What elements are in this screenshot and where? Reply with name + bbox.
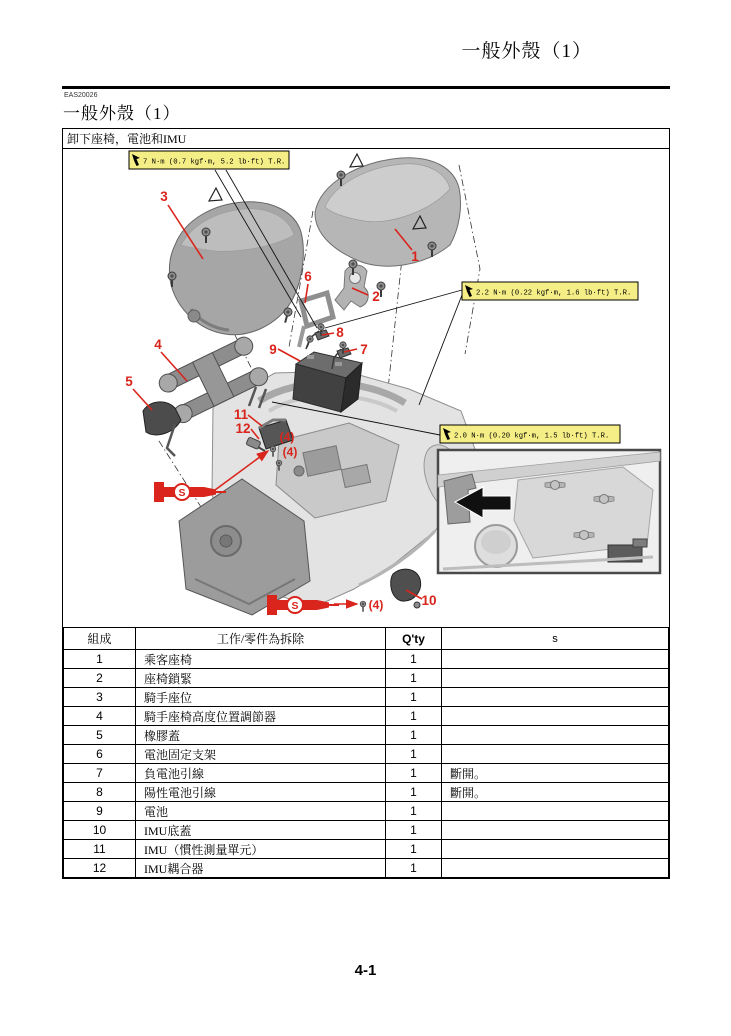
rider-seat <box>169 202 303 335</box>
row-note <box>442 859 669 878</box>
callout-label: (4) <box>282 445 298 459</box>
table-row <box>64 783 669 802</box>
row-qty: 1 <box>386 669 442 688</box>
row-order: 5 <box>64 726 136 745</box>
row-name: IMU耦合器 <box>136 859 386 878</box>
row-name: 橡膠蓋 <box>136 726 386 745</box>
row-name: IMU（慣性測量單元） <box>136 840 386 859</box>
header-rule <box>62 86 670 89</box>
row-qty: 1 <box>386 764 442 783</box>
table-row <box>64 859 669 878</box>
callout-label: 4 <box>154 337 162 352</box>
row-order: 3 <box>64 688 136 707</box>
callout-label: 1 <box>411 249 419 264</box>
col-header-remarks: s <box>442 628 669 650</box>
row-qty: 1 <box>386 840 442 859</box>
row-name: IMU底蓋 <box>136 821 386 840</box>
row-qty: 1 <box>386 745 442 764</box>
row-note <box>442 745 669 764</box>
callout-label: 7 <box>360 342 368 357</box>
torque-value: 2.0 N·m (0.20 kgf·m, 1.5 lb·ft) T.R. <box>454 432 610 441</box>
callout-label: (4) <box>279 430 295 444</box>
col-header-qty: Q'ty <box>386 628 442 650</box>
row-name: 騎手座椅高度位置調節器 <box>136 707 386 726</box>
figure-title: 卸下座椅，電池和IMU <box>63 129 669 149</box>
row-name: 騎手座位 <box>136 688 386 707</box>
figure-box <box>62 128 670 879</box>
row-order: 6 <box>64 745 136 764</box>
row-qty: 1 <box>386 821 442 840</box>
eas-code: EAS20026 <box>64 92 98 99</box>
row-note: 斷開。 <box>442 783 669 802</box>
row-order: 11 <box>64 840 136 859</box>
callout-label: 5 <box>125 374 133 389</box>
row-note <box>442 802 669 821</box>
section-title: 一般外殼（1） <box>63 104 181 123</box>
row-name: 座椅鎖緊 <box>136 669 386 688</box>
row-order: 10 <box>64 821 136 840</box>
table-row <box>64 688 669 707</box>
callout-label: 12 <box>235 421 251 436</box>
torque-callout <box>462 282 638 300</box>
callout-label: 10 <box>421 593 437 608</box>
torque-value: 7 N·m (0.7 kgf·m, 5.2 lb·ft) T.R. <box>143 158 286 167</box>
torque-callout <box>440 425 620 443</box>
row-qty: 1 <box>386 859 442 878</box>
running-header: 一般外殼（1） <box>461 41 592 62</box>
row-note <box>442 821 669 840</box>
torque-value: 2.2 N·m (0.22 kgf·m, 1.6 lb·ft) T.R. <box>476 289 632 298</box>
row-order: 2 <box>64 669 136 688</box>
row-qty: 1 <box>386 688 442 707</box>
torque-callout <box>129 151 289 169</box>
row-note <box>442 650 669 669</box>
row-name: 乘客座椅 <box>136 650 386 669</box>
callout-label: 3 <box>160 189 168 204</box>
parts-table-header <box>64 628 669 650</box>
callout-label: (4) <box>368 598 384 612</box>
imu-cover <box>391 569 421 608</box>
row-name: 負電池引線 <box>136 764 386 783</box>
table-row <box>64 669 669 688</box>
row-order: 12 <box>64 859 136 878</box>
row-order: 1 <box>64 650 136 669</box>
row-note <box>442 688 669 707</box>
row-note <box>442 707 669 726</box>
seat-lock-bracket <box>335 265 368 310</box>
table-row <box>64 840 669 859</box>
col-header-job: 工作/零件為拆除 <box>136 628 386 650</box>
table-row <box>64 707 669 726</box>
table-row <box>64 745 669 764</box>
row-qty: 1 <box>386 726 442 745</box>
row-order: 7 <box>64 764 136 783</box>
row-qty: 1 <box>386 707 442 726</box>
col-header-order: 組成 <box>64 628 136 650</box>
callout-label: 11 <box>233 407 249 422</box>
callout-label: 8 <box>336 325 344 340</box>
row-order: 9 <box>64 802 136 821</box>
table-row <box>64 650 669 669</box>
callout-label: 9 <box>269 342 277 357</box>
callout-label: 2 <box>372 289 380 304</box>
row-note: 斷開。 <box>442 764 669 783</box>
row-qty: 1 <box>386 802 442 821</box>
row-qty: 1 <box>386 783 442 802</box>
inset-detail <box>438 450 660 573</box>
row-qty: 1 <box>386 650 442 669</box>
table-row <box>64 821 669 840</box>
battery-bracket <box>299 293 333 347</box>
row-note <box>442 726 669 745</box>
page-number: 4-1 <box>354 962 377 979</box>
table-row <box>64 764 669 783</box>
exploded-diagram: S 7 N·m (0.7 kgf·m, 5.2 lb·ft) T.R.2.2 N·m (0.22 kgf·m, 1.6 lb·ft) T.R.2.0 N·m (0.20 kgf·m, 1.5 lb·ft) T.R. 123456789101112(4)(4)(4) <box>63 149 669 627</box>
row-order: 8 <box>64 783 136 802</box>
table-row <box>64 726 669 745</box>
rubber-cover <box>143 402 181 456</box>
callout-label: 6 <box>304 269 312 284</box>
table-row <box>64 802 669 821</box>
row-name: 電池固定支架 <box>136 745 386 764</box>
row-note <box>442 669 669 688</box>
parts-table <box>63 627 669 878</box>
row-name: 陽性電池引線 <box>136 783 386 802</box>
row-name: 電池 <box>136 802 386 821</box>
parts-table-body <box>64 650 669 878</box>
row-order: 4 <box>64 707 136 726</box>
row-note <box>442 840 669 859</box>
